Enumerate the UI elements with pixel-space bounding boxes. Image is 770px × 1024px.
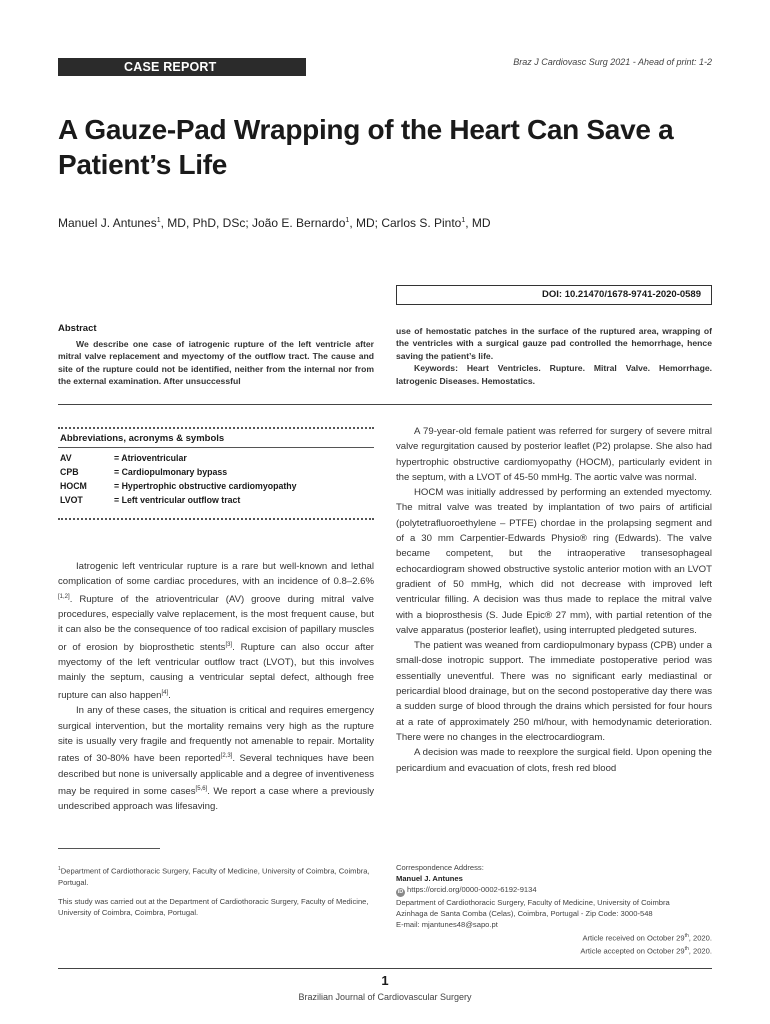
body-text: In any of these cases, the situation is critical and requires emergency surgical intervention, but the mortality remains very high as the rupture site is usually very fragile and frequently not amenable to repair. Mortality rates of 30-80% have been reported (58, 705, 374, 765)
correspondence-address: Department of Cardiothoracic Surgery, Faculty of Medicine, University of Coimbra (396, 898, 670, 907)
abbreviation-row (60, 480, 297, 493)
abbreviations-heading: Abbreviations, acronyms & symbols (60, 433, 225, 444)
abbreviation-term: AV (60, 453, 72, 463)
body-column-right (396, 424, 712, 776)
body-paragraph (58, 559, 374, 703)
orcid-icon: iD (397, 889, 404, 895)
study-site-footnote: This study was carried out at the Department of Cardiothoracic Surgery, Faculty of Medicine, University of Coimbra, Coimbra, Portugal. (58, 897, 369, 917)
abbreviation-definition: = Left ventricular outflow tract (114, 495, 241, 505)
abbreviation-row (60, 494, 240, 507)
author-degrees: , MD, PhD, DSc; (160, 216, 252, 230)
citation-link[interactable]: [4] (161, 689, 169, 696)
body-paragraph: The patient was weaned from cardiopulmonary bypass (CPB) under a small-dose inotropic support. The immediate postoperative period was essentially uneventful. There was no significant early mediastinal or pericardial blood drainage, but on the second postoperative day there was a sudden surge of blood through the drains which persisted for four hours at a rate of approximately 250 ml/hour, with hemodynamic deterioration. There were no changes in the electrocardiogram. (396, 640, 712, 743)
abbreviation-row (60, 466, 227, 479)
correspondence-email[interactable]: E-mail: mjantunes48@sapo.pt (396, 920, 498, 929)
abstract-divider (58, 404, 712, 405)
body-paragraph: A decision was made to reexplore the surgical field. Upon opening the pericardium and evacuation of clots, fresh red blood (396, 747, 712, 774)
citation-link[interactable]: [1,2] (58, 593, 70, 600)
correspondence-address: Azinhaga de Santa Comba (Celas), Coimbra, Portugal - Zip Code: 3000-548 (396, 909, 653, 918)
citation-link[interactable]: [5,6] (195, 785, 208, 792)
author-name: Carlos S. Pinto (381, 216, 462, 230)
footnote-text: Department of Cardiothoracic Surgery, Faculty of Medicine, University of Coimbra, Coimbra, Portugal. (58, 866, 370, 887)
abbreviation-row (60, 452, 187, 465)
ordinal-suffix: th (684, 933, 689, 939)
citation-link[interactable]: [2,3] (220, 753, 233, 760)
author-name: Manuel J. Antunes (58, 216, 157, 230)
ordinal-suffix: th (684, 946, 689, 953)
journal-reference: Braz J Cardiovasc Surg 2021 - Ahead of print: 1-2 (513, 57, 712, 67)
author-name: João E. Bernardo (252, 216, 346, 230)
orcid-link[interactable]: https://orcid.org/0000-0002-6192-9134 (407, 885, 537, 894)
footnote-mark: 1 (58, 866, 61, 872)
accepted-date (580, 944, 712, 957)
correspondence-name: Manuel J. Antunes (396, 874, 463, 883)
body-text: . (168, 689, 171, 701)
accepted-year: , 2020. (688, 946, 712, 956)
correspondence-block (396, 862, 712, 930)
abstract-text-right (396, 325, 712, 387)
abbreviation-definition: = Cardiopulmonary bypass (114, 467, 228, 477)
abbreviations-top-border (58, 427, 374, 429)
footer-journal-name: Brazilian Journal of Cardiovascular Surgery (298, 992, 472, 1002)
affiliation-mark: 1 (156, 217, 161, 224)
body-column-left (58, 559, 374, 815)
orcid-line (396, 884, 712, 897)
abstract-continuation: use of hemostatic patches in the surface of the ruptured area, wrapping of the ventricles with a surgical gauze pad controlled the hemorrhage, hence saving the patient’s life. (396, 326, 712, 361)
accepted-text: Article accepted on October 29 (580, 946, 685, 956)
abbreviation-term: LVOT (60, 495, 83, 505)
article-title: A Gauze-Pad Wrapping of the Heart Can Save a Patient’s Life (58, 114, 674, 180)
page-number: 1 (381, 973, 389, 988)
article-dates (580, 931, 712, 957)
body-text: Iatrogenic left ventricular rupture is a rare but well-known and lethal complication of some cardiac procedures, with an incidence of 0.8–2.6% (58, 561, 374, 588)
body-paragraph: A 79-year-old female patient was referred for surgery of severe mitral valve regurgitation caused by posterior leaflet (P2) prolapse. She also had hypertrophic obstructive cardiomyopathy (HOCM), particularly evident in the septum, with a LVOT of 45-50 mmHg. The aortic valve was normal. (396, 426, 712, 483)
body-paragraph: HOCM was initially addressed by performing an extended myectomy. The mitral valve was treated by implantation of two pairs of artificial (polytetrafluoroethylene – PTFE) chordae in the prolapsing segment and of a 30 mm Carpentier-Edwards Physio® ring (Edwards). The valve became competent, but the intraoperative transesophageal echocardiogram showed obstructive systolic anterior motion with an LVOT gradient of 50 mmHg, which did not decrease with improved left ventricular filling. A decision was thus made to replace the mitral valve with a bioprosthesis (S. Jude Epic® 27 mm), with partial retention of the valve apparatus (posterior leaflet), using interrupted pledgeted sutures. (396, 487, 712, 636)
received-year: , 2020. (688, 933, 712, 943)
abbreviation-term: HOCM (60, 481, 87, 491)
correspondence-label: Correspondence Address: (396, 863, 484, 872)
abbreviations-box (58, 427, 374, 519)
abbreviation-term: CPB (60, 467, 79, 477)
keywords: Keywords: Heart Ventricles. Rupture. Mitral Valve. Hemorrhage. Iatrogenic Diseases. Hemostatics. (396, 363, 712, 386)
body-text: . Rupture of the atrioventricular (AV) groove during mitral valve procedures, especially valve replacement, is the most frequent cause, but it can also be the consequence of too radical excision of papillary muscles or of erosion by bioprosthetic stents (58, 593, 374, 653)
doi-box[interactable]: DOI: 10.21470/1678-9741-2020-0589 (396, 285, 712, 305)
body-paragraph (58, 703, 374, 814)
section-label: CASE REPORT (58, 58, 306, 76)
author-degrees: , MD; (349, 216, 382, 230)
author-list (58, 216, 491, 230)
citation-link[interactable]: [3] (225, 641, 233, 648)
received-text: Article received on October 29 (582, 933, 685, 943)
received-date (580, 931, 712, 944)
body-text: . We report a case where a previously undescribed approach was lifesaving. (58, 786, 375, 813)
abbreviation-definition: = Atrioventricular (114, 453, 187, 463)
abbreviation-definition: = Hypertrophic obstructive cardiomyopathy (114, 481, 297, 491)
abstract-heading: Abstract (58, 323, 97, 334)
abbreviations-bottom-border (58, 518, 374, 520)
affiliation-footnote (58, 864, 374, 888)
author-degrees: , MD (465, 216, 491, 230)
body-text: . Several techniques have been described but none is universally applicable and a degree of inventiveness may be required in some cases (58, 753, 375, 798)
body-text: . Rupture can also occur after myectomy of the left ventricular outflow tract (LVOT), but this involves mainly the septum, causing a ventricular septal defect, although free rupture can also happen (58, 641, 374, 701)
abstract-text-left: We describe one case of iatrogenic rupture of the left ventricle after mitral valve replacement and myectomy of the outflow tract. The cause and site of the rupture could not be identified, neither from the internal nor from the external examination. After unsuccessful (58, 339, 374, 387)
footnote-rule (58, 848, 160, 849)
abbreviations-header-rule (58, 447, 374, 448)
affiliation-mark: 1 (345, 217, 350, 224)
affiliation-mark: 1 (461, 217, 466, 224)
footer-rule (58, 968, 712, 969)
